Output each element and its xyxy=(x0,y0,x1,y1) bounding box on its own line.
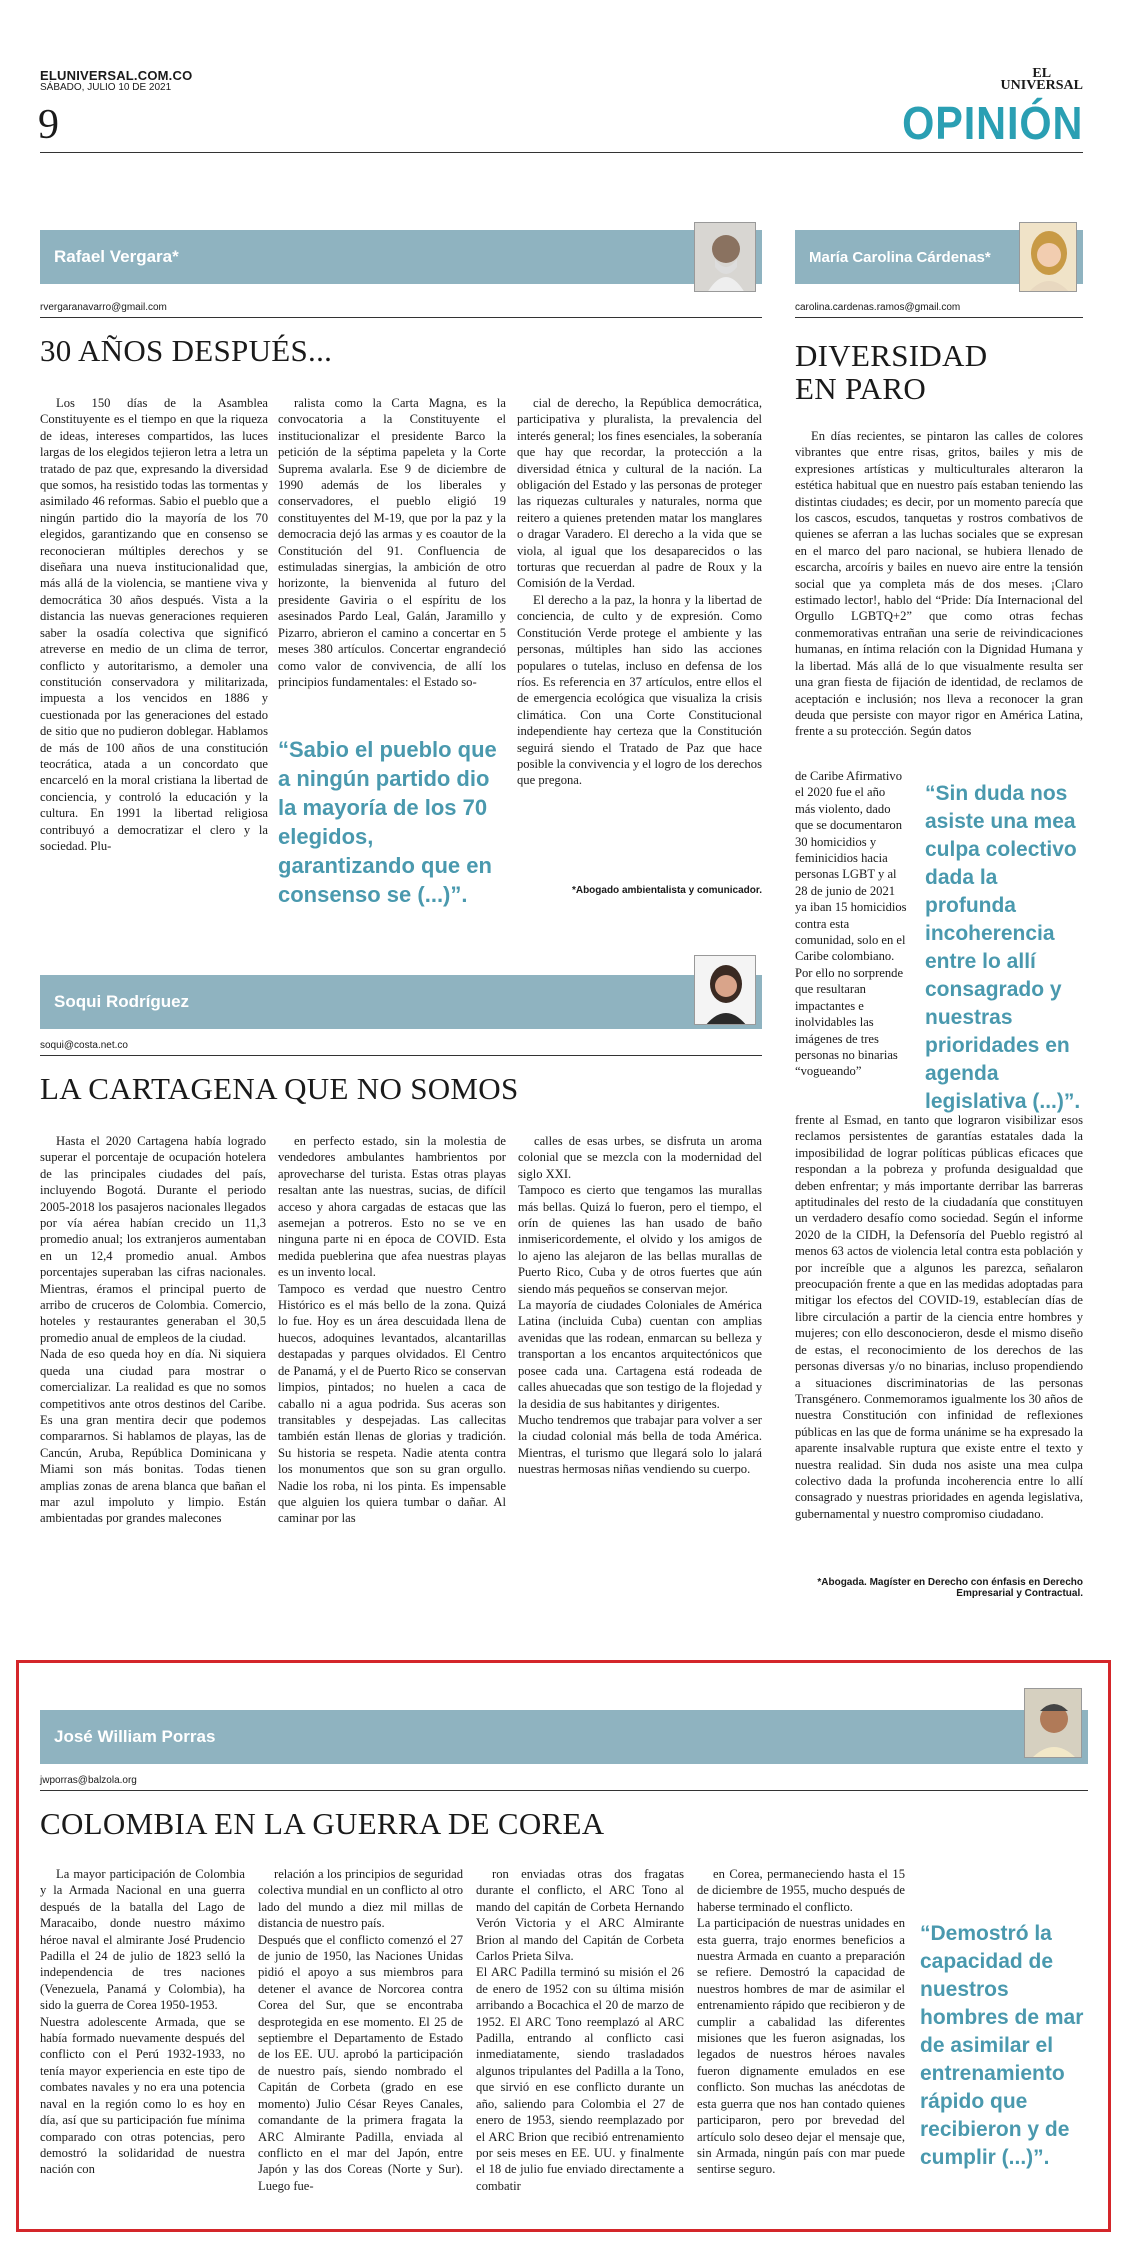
article-column-2: ralista como la Carta Magna, es la convocatoria a la Constituyente el institucionalizar el presidente Barco la petición de la séptima papeleta y la Corte Suprema avalarla. Ese 9 de diciembre de 1990 además de los liberales y conservadores, el pueblo eligió 19 constituyentes del M-19, que por la paz y la democracia dejó las armas y es coautor de la Constitución del 91. Confluencia de estimuladas sinergias, la ambición de otro horizonte, la bienvenida al futuro del presidente Gaviria o el espíritu de los asesinados Pardo Leal, Galán, Jaramillo y Pizarro, abrieron el camino a concertar en 5 meses 380 artículos. Concertar engrandeció como valor de convivencia, de allí los principios fundamentales: el Estado so- xyxy=(278,396,506,689)
logo-top: EL xyxy=(1032,66,1052,81)
article-column-4: en Corea, permaneciendo hasta el 15 de diciembre de 1955, mucho después de haberse terminado el conflicto. La participación de nuestras unidades en esta guerra, trajo enormes beneficios a nuestra Armada en cuanto a preparación se refiere. Demostró la capacidad de nuestros hombres de mar de asimilar el entrenamiento rápido que recibieron y de cumplir a cabalidad las diferentes misiones que les fueron asignadas, los legados de nuestros héroes navales fueron dignamente emulados en ese conflicto. Son muchas las anécdotas de esta guerra que nos han contado quienes participaron, pero por brevedad del artículo solo deseo dejar el mensaje que, sin Armada, ningún país con mar puede sentirse seguro. xyxy=(697,1867,905,2177)
author-photo xyxy=(1019,222,1077,292)
newspaper-logo xyxy=(1001,68,1083,92)
author-bar-vergara xyxy=(40,230,762,284)
article-column-3: ron enviadas otras dos fragatas durante el conflicto, el ARC Tono al mando del capitán de Corbeta Hernando Verón Victoria y el ARC Almirante Brion al mando del Capitán de Corbeta Carlos Prieta Silva. El ARC Padilla terminó su misión el 26 de enero de 1952 con su última misión arribando a Bocachica el 20 de marzo de 1952. El ARC Tono reemplazó al ARC Padilla, entrando al conflicto casi inmediatamente, siendo trasladados algunos tripulantes del Padilla a la Tono, que sirvió en ese conflicto durante un año, saliendo para Colombia el 27 de enero de 1953, siendo reemplazado por el ARC Brion que recibió entrenamiento por seis meses en EE. UU. y finalmente el 18 de julio fue enviado directamente a combatir xyxy=(476,1867,684,2193)
article-column-3: calles de esas urbes, se disfruta un aroma colonial que se mezcla con la modernidad del siglo XXI. Tampoco es cierto que tengamos las murallas más bellas. Quizá lo fueron, pero el tiempo, el orín de quienes las han usado de baño inmisericordemente, el olvido y los amigos de lo ajeno las alejaron de las bellas murallas de Puerto Rico, Cuba y de otros fuertes que aún siendo más pequeños se conservan mejor. La mayoría de ciudades Coloniales de América Latina (incluida Cuba) cuentan con amplias avenidas que las rodean, enmarcan su belleza y transportan a los encantos arquitectónicos que posee cada una. Cartagena está rodeada de calles ahuecadas que son testigo de la flojedad y la desidia de sus habitantes y dirigentes. Mucho tendremos que trabajar para volver a ser la ciudad colonial más bella de toda América. Mientras, el turismo que llegará solo lo jalará nuestras hermosas niñas vendiendo su cuerpo. xyxy=(518,1134,762,1477)
publication-date: SÁBADO, JULIO 10 DE 2021 xyxy=(40,82,172,93)
article-title: 30 AÑOS DESPUÉS... xyxy=(40,333,333,368)
article-column-1: Hasta el 2020 Cartagena había logrado superar el porcentaje de ocupación hotelera de las principales ciudades del país, incluyendo Bogotá. Durante el periodo 2005-2018 los pasajeros nacionales llegados por vía aérea habían crecido un 11,3 promedio anual; los extranjeros aumentaban en un 12,4 promedio anual. Ambos porcentajes superaban las cifras nacionales. Mientras, éramos el principal puerto de arribo de cruceros de Colombia. Comercio, hoteles y restaurantes generaban el 30,5 promedio anual de empleos de la ciudad. Nada de eso queda hoy en día. Ni siquiera queda una ciudad para mostrar o comercializar. La realidad es que no somos competitivos ante otros destinos del Caribe. Es una gran mentira decir que podemos compararnos. Si hablamos de playas, las de Cancún, Aruba, República Dominicana y Miami son más bonitas. Todas tienen amplias zonas de arena blanca que bañan el mar azul impoluto y limpio. Están ambientadas por grandes malecones xyxy=(40,1134,266,1526)
divider xyxy=(40,1790,1088,1791)
author-bar-cardenas xyxy=(795,230,1083,284)
author-bar-porras xyxy=(40,1710,1088,1764)
section-title: OPINIÓN xyxy=(901,97,1083,149)
article-title: LA CARTAGENA QUE NO SOMOS xyxy=(40,1071,519,1106)
author-name: José William Porras xyxy=(54,1727,216,1746)
author-photo xyxy=(694,222,756,292)
divider xyxy=(40,1055,762,1056)
header-rule xyxy=(40,152,1083,153)
article-column-bottom: frente al Esmad, en tanto que lograron visibilizar esos reclamos persistentes de garantías estatales dada la imposibilidad de lograr políticas públicas eficaces que respondan a la pobreza y profunda desigualdad que deben enfrentar; y más importante derribar las barreras aptitudinales del resto de la ciudadanía que constituyen un verdadero desafío como sociedad. Según el informe 2020 de la CIDH, la Defensoría del Pueblo registró al menos 63 actos de violencia letal contra esta población y por increíble que a algunos les parezca, señalaron preocupación frente a que en las medidas adoptadas para mitigar los efectos del COVID-19, establecían días de libre circulación a partir de la ciencia entre hombres y mujeres; con ello desconocieron, desde el mismo diseño de estas, el reconocimiento de los derechos de las personas diversas y/o no binarias, incluso propendiendo a situaciones discriminatorias de las personas Transgénero. Conmemoramos igualmente los 30 años de nuestra Constitución con infinidad de reflexiones públicas en las que de forma unánime se ha expresado la aparente insalvable ruptura que existe entre el texto y nuestra realidad. Sin duda nos asiste una mea culpa colectivo dada la profunda incoherencia entre lo allí consagrado y nuestras prioridades en agenda legislativa, gubernamental y nuestro compromiso ciudadano. xyxy=(795,1113,1083,1521)
article-title: COLOMBIA EN LA GUERRA DE COREA xyxy=(40,1806,605,1841)
article-column-2: relación a los principios de seguridad colectiva mundial en un conflicto al otro lado del mundo a diez mil millas de distancia de nuestro país. Después que el conflicto comenzó el 27 de junio de 1950, las Naciones Unidas pidió el apoyo a sus miembros para detener el avance de Norcorea contra Corea del Sur, que se encontraba desprotegida en ese momento. El 25 de septiembre el Departamento de Estado de los EE. UU. aprobó la participación de nuestro país, siendo nombrado el Capitán de Corbeta (grado en ese momento) Julio César Reyes Canales, comandante de la primera fragata la ARC Almirante Padilla, enviada al conflicto en el mar del Japón, entre Japón y las dos Coreas (Norte y Sur). Luego fue- xyxy=(258,1867,463,2193)
article-column-3: cial de derecho, la República democrática, participativa y pluralista, la prevalencia del interés general; los fines esenciales, la soberanía que hay que recordar, la protección a la diversidad étnica y cultural de la nación. La obligación del Estado y las personas de proteger las riquezas culturales y naturales, norma que reitero a quienes pretenden matar los manglares o dragar Varadero. El derecho a la vida que se viola, al igual que los desaparecidos o las torturas que recuerdan al padre de Roux y la Comisión de la Verdad. El derecho a la paz, la honra y la libertad de conciencia, de culto y de expresión. Como Constitución Verde protege el ambiente y las personas, múltiples han sido las acciones populares o tutelas, incluso en defensa de los ríos. Es referencia en 37 artículos, entre ellos el de emergencia ecológica que visualiza la crisis climática. Con una Corte Constitucional independiente hay certeza que la Constitución seguirá siendo el Tratado de Paz que hace posible la convivencia y el logro de los derechos que pregona. xyxy=(517,396,762,788)
author-photo xyxy=(1024,1688,1082,1758)
author-email[interactable]: soqui@costa.net.co xyxy=(40,1040,128,1051)
author-note: *Abogado ambientalista y comunicador. xyxy=(571,885,762,896)
pull-quote: “Demostró la capacidad de nuestros hombres de mar de asimilar el entrenamiento rápido que recibieron y de cumplir (...)”. xyxy=(920,1922,1084,2169)
article-column-1: La mayor participación de Colombia y la Armada Nacional en una guerra después de la batalla del Lago de Maracaibo, donde nuestro máximo héroe naval el almirante José Prudencio Padilla el 24 de julio de 1823 selló la independencia de tres naciones (Venezuela, Panamá y Colombia), ha sido la guerra de Corea 1950-1953. Nuestra adolescente Armada, que se había formado nuevamente después del conflicto con el Perú 1932-1933, no tenía mayor experiencia en este tipo de combates navales y no era una potencia naval en la región como lo es hoy en día, así que su participación fue mínima comparado con otras potencias, pero demostró la solidaridad de nuestra nación con xyxy=(40,1867,245,2177)
pull-quote: “Sabio el pueblo que a ningún partido dio la mayoría de los 70 elegidos, garantizando que en consenso se (...)”. xyxy=(278,737,497,907)
article-column-top: En días recientes, se pintaron las calles de colores vibrantes que entre risas, gritos, bailes y mis de expresiones artísticas y multiculturales alteraron la estética habitual que en nuestro país estaban teniendo las distintas ciudades; es decir, por un momento parecía que los cascos, escudos, tanquetas y rostros combativos de quienes se aferran a las luchas sociales que se expresan en el marco del paro nacional, se hubiera llenado de escarcha, arcoíris y bailes en nuevo aire entre la tensión social que ya completa más de dos meses. ¡Claro estimado lector!, hablo del “Pride: Día Internacional del Orgullo LGBTQ+2” que como otras fechas conmemorativas entrañan una serie de reivindicaciones humanas, en íntima relación con la Dignidad Humana y la libertad. Más allá de lo que visualmente resulta ser una gran fiesta de fijación de identidad, de reclamos de aceptación e inclusión; nos lleva a reconocer la gran deuda que persiste con mayor rigor en América Latina, frente a su protección. Según datos xyxy=(795,429,1083,739)
author-name: Soqui Rodríguez xyxy=(54,992,190,1011)
divider xyxy=(40,317,762,318)
author-note: *Abogada. Magíster en Derecho con énfasis en Derecho Empresarial y Contractual. xyxy=(817,1577,1083,1599)
author-email[interactable]: carolina.cardenas.ramos@gmail.com xyxy=(795,302,961,313)
author-email[interactable]: rvergaranavarro@gmail.com xyxy=(40,302,167,313)
article-column-1: Los 150 días de la Asamblea Constituyente es el tiempo en que la riqueza de ideas, intereses compartidos, las luces largas de los elegidos tejieron letra a letra un tratado de paz que, expresando la diversidad que somos, ha resistido todas las tormentas y asimilado 46 reformas. Sabio el pueblo que a ningún partido dio la mayoría de los 70 elegidos, garantizando que en consenso se reconocieran múltiples derechos y se diseñara una nueva institucionalidad que, más allá de la violencia, se mantiene viva y democrática 30 años después. Vista a la distancia las nuevas generaciones requieren saber la osadía colectiva que significó atreverse en medio de un clima de terror, conflicto y autoritarismo, a demoler una constitución conservadora y militarizada, impuesta a los vencidos en 1886 y cuestionada por las generaciones del estado de sitio que no pudieron doblegar. Hablamos de más de 100 años de una constitución teocrática, atada a un concordato que encarceló en la moral cristiana la libertad de conciencia, y controló la educación y la cultura. En 1991 la libertad religiosa contribuyó a democratizar el clero y la sociedad. Plu- xyxy=(40,396,268,853)
site-url[interactable]: ELUNIVERSAL.COM.CO xyxy=(40,68,193,83)
logo-bottom: UNIVERSAL xyxy=(1000,78,1083,93)
article-column-narrow: de Caribe Afirmativo el 2020 fue el año más violento, dado que se documentaron 30 homicidios y feminicidios hacia personas LGBT y al 28 de junio de 2021 ya iban 15 homicidios contra esta comunidad, solo en el Caribe colombiano. Por ello no sorprende que resultaran impactantes e inolvidables las imágenes de tres personas no binarias “vogueando” xyxy=(795,769,907,1079)
article-column-2: en perfecto estado, sin la molestia de vendedores ambulantes hambrientos por aprovecharse del turista. Estas otras playas resaltan ante las nuestras, sucias, de difícil acceso y ahora cargadas de estacas que las asemejan a potreros. Esto no se ve en ninguna parte ni en época de COVID. Esta medida pueblerina que afea nuestras playas es un invento local. Tampoco es verdad que nuestro Centro Histórico es el más bello de la zona. Quizá lo fue. Hoy es un área descuidada llena de huecos, adoquines levantados, alcantarillas destapadas y parques olvidados. El Centro de Panamá, y el de Puerto Rico se conservan limpios, pintados; no huelen a caca de caballo ni a agua podrida. Sus aceras son transitables y despejadas. Las callecitas también están llenas de glorias y tradición. Su historia se respeta. Nadie atenta contra los monumentos que son su gran orgullo. Nadie los roba, ni los pinta. Es impensable que alguien los quiera tumbar o dañar. Al caminar por las xyxy=(278,1134,506,1526)
divider xyxy=(795,317,1083,318)
author-bar-rodriguez xyxy=(40,975,762,1029)
author-photo xyxy=(694,955,756,1025)
author-name: María Carolina Cárdenas* xyxy=(809,248,991,266)
author-email[interactable]: jwporras@balzola.org xyxy=(40,1775,137,1786)
author-name: Rafael Vergara* xyxy=(54,247,179,266)
article-title: DIVERSIDAD EN PARO xyxy=(795,338,988,406)
page-number: 9 xyxy=(38,102,59,148)
pull-quote: “Sin duda nos asiste una mea culpa colectivo dada la profunda incoherencia entre lo allí consagrado y nuestras prioridades en agenda legislativa (...)”. xyxy=(925,782,1081,1113)
